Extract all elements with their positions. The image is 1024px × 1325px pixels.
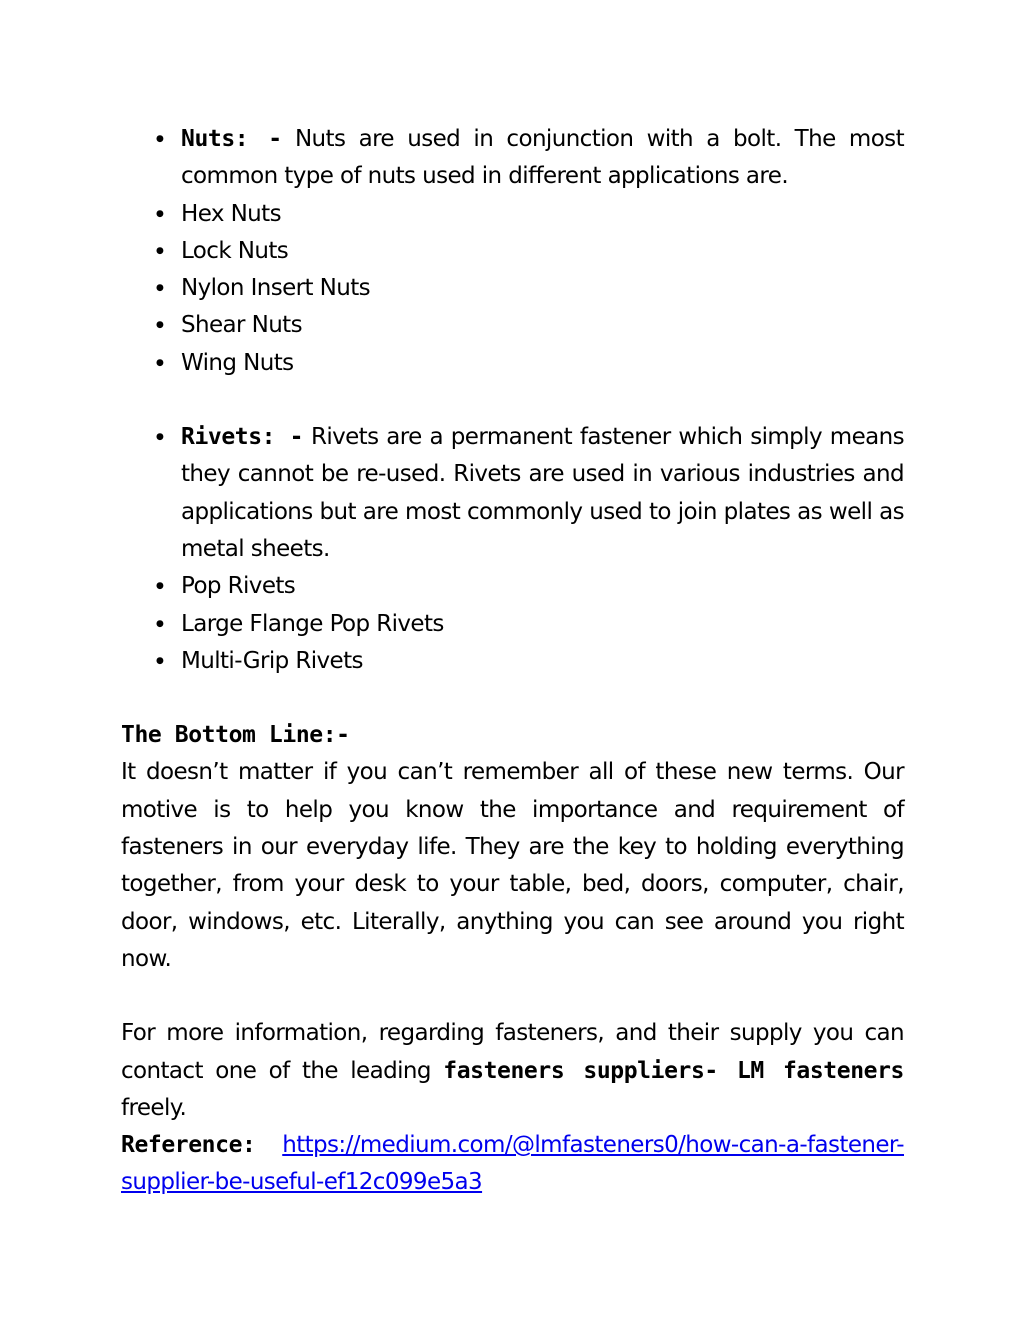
- spacer: [121, 382, 904, 419]
- rivets-label: Rivets: -: [181, 424, 304, 451]
- contact-paragraph: [121, 1015, 904, 1127]
- reference-label: Reference:: [121, 1132, 256, 1159]
- list-item: ● Hex Nuts: [121, 196, 904, 233]
- nuts-label: Nuts: -: [181, 126, 282, 152]
- list-item: ● Wing Nuts: [121, 345, 904, 382]
- reference-link[interactable]: https://medium.com/@lmfasteners0/how-can-a-fastener-supplier-be-useful-ef12c099e5a3: [121, 1132, 904, 1196]
- document-content: [121, 121, 904, 1202]
- bottom-line-heading: The Bottom Line:-: [121, 722, 350, 749]
- contact-text-before: For more information, regarding fasteners, and their supply you can contact one of the leading: [121, 1020, 904, 1084]
- contact-bold-text: fasteners suppliers- LM fasteners: [443, 1057, 904, 1084]
- spacer: [121, 978, 904, 1015]
- nuts-list: [121, 121, 904, 382]
- rivets-intro-item: [121, 419, 904, 568]
- contact-text-after: freely.: [121, 1094, 187, 1121]
- list-item: ● Multi-Grip Rivets: [121, 643, 904, 680]
- reference-paragraph: [121, 1127, 904, 1202]
- list-item: ● Nylon Insert Nuts: [121, 270, 904, 307]
- spacer: [121, 680, 904, 717]
- list-item: ● Large Flange Pop Rivets: [121, 606, 904, 643]
- list-item: ● Shear Nuts: [121, 307, 904, 344]
- nuts-intro-item: [121, 121, 904, 196]
- rivets-intro-text: Rivets are a permanent fastener which simply means they cannot be re-used. Rivets are used in various industries and applications but are most commonly used to join plates as well as metal sheets.: [181, 424, 904, 562]
- nuts-intro-text: Nuts are used in conjunction with a bolt. The most common type of nuts used in different applications are.: [181, 126, 904, 190]
- rivets-list: [121, 419, 904, 680]
- bottom-line-paragraph: It doesn’t matter if you can’t remember all of these new terms. Our motive is to help you know the importance and requirement of fasteners in our everyday life. They are the key to holding everything together, from your desk to your table, bed, doors, computer, chair, door, windows, etc. Literally, anything you can see around you right now.: [121, 759, 904, 972]
- list-item: ● Lock Nuts: [121, 233, 904, 270]
- list-item: ● Pop Rivets: [121, 568, 904, 605]
